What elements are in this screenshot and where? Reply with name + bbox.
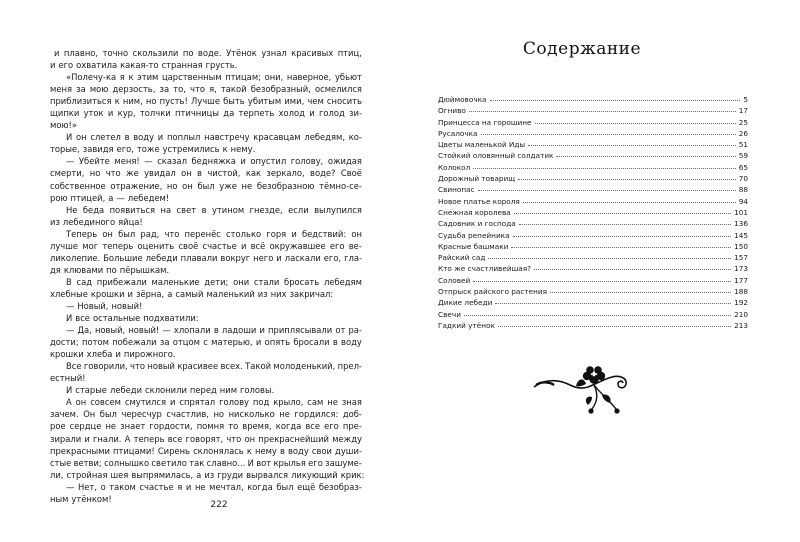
body-text-line: собственное отражение, но он был уже не безобразною тёмно-се- bbox=[50, 180, 362, 191]
toc-entry[interactable] bbox=[438, 275, 748, 286]
toc-dot-leader bbox=[514, 212, 731, 214]
toc-entry-page: 101 bbox=[734, 207, 748, 217]
body-text-line: В сад прибежали маленькие дети; они стали бросать лебедям bbox=[66, 276, 362, 287]
body-text-line: зачем. Он был чересчур счастлив, но нисколько не гордился: доб- bbox=[50, 409, 362, 420]
toc-dot-leader bbox=[513, 235, 731, 237]
body-text-line: естный! bbox=[50, 373, 86, 384]
toc-entry-title: Новое платье короля bbox=[438, 196, 520, 206]
toc-entry-title: Красные башмаки bbox=[438, 241, 509, 251]
toc-entry-page: 210 bbox=[734, 309, 748, 319]
toc-entry[interactable] bbox=[438, 241, 748, 252]
body-text-line: меня за мою дерзость, за то, что я, такой безобразный, осмелился bbox=[50, 84, 362, 95]
toc-entry-title: Дюймовочка bbox=[438, 95, 487, 104]
toc-entry-page: 26 bbox=[738, 128, 748, 138]
toc-entry[interactable] bbox=[438, 94, 748, 105]
toc-entry[interactable] bbox=[438, 252, 748, 263]
toc-dot-leader bbox=[473, 167, 735, 169]
toc-dot-leader bbox=[511, 246, 731, 248]
toc-entry[interactable] bbox=[438, 286, 748, 297]
body-text-line: рою птицей, а — лебедем! bbox=[50, 192, 170, 203]
toc-entry-title: Кто же счастливейшая? bbox=[438, 264, 532, 274]
toc-dot-leader bbox=[481, 133, 736, 135]
toc-entry-title: Райский сад bbox=[438, 253, 486, 263]
toc-entry[interactable] bbox=[438, 309, 748, 320]
toc-dot-leader bbox=[528, 144, 736, 146]
toc-entry-page: 157 bbox=[734, 253, 748, 263]
body-text-line: «Полечу-ка я к этим царственным птицам; они, наверное, убьют bbox=[66, 72, 362, 83]
body-text-line: стые ветви; солнышко светило так славно... И вот крылья его зашуме- bbox=[50, 457, 362, 468]
toc-entry-page: 59 bbox=[738, 151, 748, 161]
toc-entry-page: 5 bbox=[743, 95, 748, 104]
toc-entry-page: 25 bbox=[738, 117, 748, 127]
toc-entry[interactable] bbox=[438, 196, 748, 207]
toc-entry-title: Стойкий оловянный солдатик bbox=[438, 151, 554, 161]
toc-entry-page: 188 bbox=[734, 287, 748, 297]
body-text-line: — Убейте меня! — сказал бедняжка и опустил голову, ожидая bbox=[66, 156, 362, 167]
toc-entry-title: Соловей bbox=[438, 275, 471, 285]
body-text-line: А он совсем смутился и спрятал голову под крыло, сам не зная bbox=[66, 397, 362, 408]
body-text-line: дя клювами по пёрышкам. bbox=[50, 264, 170, 275]
toc-entry-title: Гадкий утёнок bbox=[438, 320, 495, 330]
toc-entry-title: Русалочка bbox=[438, 128, 478, 138]
toc-entry[interactable] bbox=[438, 139, 748, 150]
toc-dot-leader bbox=[535, 122, 736, 124]
toc-dot-leader bbox=[490, 99, 741, 101]
body-text-line: И старые лебеди склонили перед ним головы. bbox=[66, 385, 275, 396]
body-text-line: — Нет, о таком счастье я и не мечтал, когда был ещё безобраз- bbox=[66, 481, 362, 492]
toc-title: Содержание bbox=[522, 39, 642, 59]
toc-dot-leader bbox=[498, 325, 731, 327]
toc-dot-leader bbox=[473, 280, 731, 282]
body-text-line: торые, завидя его, тоже устремились к нему. bbox=[50, 144, 256, 155]
body-text-line: и его охватила какая-то странная грусть. bbox=[50, 60, 238, 71]
body-text-line: ным утёнком! bbox=[50, 493, 112, 504]
toc-dot-leader bbox=[556, 155, 735, 157]
toc-entry-page: 192 bbox=[734, 298, 748, 308]
toc-entry-page: 17 bbox=[738, 106, 748, 116]
body-text-line: — Новый, новый! bbox=[66, 300, 143, 311]
toc-entry-title: Судьба репейника bbox=[438, 230, 510, 240]
body-text-line: лучше мог теперь оценить своё счастье и всё окружавшее его ве- bbox=[50, 240, 362, 251]
toc-entry[interactable] bbox=[438, 105, 748, 116]
toc-entry-title: Цветы маленькой Иды bbox=[438, 140, 526, 150]
toc-dot-leader bbox=[469, 110, 736, 112]
body-text-line: хлебные крошки и зёрна, а самый маленький из них закричал: bbox=[50, 288, 334, 299]
toc-entry[interactable] bbox=[438, 218, 748, 229]
body-text-line: рое сердце не знает гордости, помня то время, когда все его пре- bbox=[50, 421, 362, 432]
body-text-line: — Да, новый, новый! — хлопали в ладоши и приплясывали от ра- bbox=[66, 325, 362, 336]
body-text-line: крошки хлеба и пирожного. bbox=[50, 349, 176, 360]
toc-entry-page: 177 bbox=[734, 275, 748, 285]
toc-dot-leader bbox=[464, 314, 731, 316]
toc-entry[interactable] bbox=[438, 230, 748, 241]
page-number: 222 bbox=[210, 500, 228, 510]
table-of-contents bbox=[438, 94, 748, 331]
toc-entry-page: 65 bbox=[738, 162, 748, 172]
toc-dot-leader bbox=[519, 223, 731, 225]
toc-entry-title: Свечи bbox=[438, 309, 461, 319]
toc-entry-title: Колокол bbox=[438, 162, 471, 172]
toc-dot-leader bbox=[478, 189, 736, 191]
toc-entry-title: Дикие лебеди bbox=[438, 298, 493, 308]
toc-entry-page: 145 bbox=[734, 230, 748, 240]
toc-entry-title: Огниво bbox=[438, 106, 466, 116]
toc-dot-leader bbox=[534, 268, 731, 270]
body-text-line: приблизиться к ним, но пусть! Лучше быть убитым ими, чем сносить bbox=[50, 96, 362, 107]
toc-dot-leader bbox=[523, 201, 736, 203]
toc-entry-title: Свинопас bbox=[438, 185, 475, 195]
toc-entry-page: 150 bbox=[734, 241, 748, 251]
body-text-line: зирали и гнали. А теперь все говорят, что он прекраснейший между bbox=[50, 433, 362, 444]
toc-entry[interactable] bbox=[438, 162, 748, 173]
toc-entry-page: 88 bbox=[738, 185, 748, 195]
body-text-line: Все говорили, что новый красивее всех. Такой молоденький, прел- bbox=[66, 361, 362, 372]
toc-entry[interactable] bbox=[438, 150, 748, 161]
toc-entry[interactable] bbox=[438, 184, 748, 195]
toc-entry-title: Снежная королева bbox=[438, 207, 511, 217]
toc-dot-leader bbox=[550, 291, 731, 293]
toc-entry-page: 173 bbox=[734, 264, 748, 274]
body-text-line: ли, стройная шея выпрямилась, а из груди вырвался ликующий крик: bbox=[50, 469, 365, 480]
toc-entry[interactable] bbox=[438, 297, 748, 308]
toc-entry-page: 70 bbox=[738, 174, 748, 184]
body-text-line: дости; потом побежали за отцом с матерью, и опять бросали в воду bbox=[50, 337, 362, 348]
toc-dot-leader bbox=[488, 257, 731, 259]
toc-entry-page: 213 bbox=[734, 320, 748, 330]
body-text-line: ликолепие. Большие лебеди плавали вокруг него и ласкали его, гла- bbox=[50, 252, 362, 263]
toc-entry-title: Садовник и господа bbox=[438, 219, 516, 229]
toc-dot-leader bbox=[495, 302, 731, 304]
toc-entry-title: Принцесса на горошине bbox=[438, 117, 532, 127]
body-text-line: Теперь он был рад, что перенёс столько горя и бедствий: он bbox=[66, 228, 362, 239]
toc-entry[interactable] bbox=[438, 117, 748, 128]
floral-ornament-icon bbox=[532, 365, 632, 415]
body-text-line: Не беда появиться на свет в утином гнезде, если вылупился bbox=[66, 204, 362, 215]
body-text-line: смерти, но что же увидал он в чистой, как зеркало, воде? Своё bbox=[50, 168, 362, 179]
left-page-text bbox=[50, 47, 365, 505]
toc-entry[interactable] bbox=[438, 128, 748, 139]
body-text-line: и плавно, точно скользили по воде. Утёнок узнал красивых птиц, bbox=[54, 48, 362, 58]
toc-entry-page: 136 bbox=[734, 219, 748, 229]
toc-entry[interactable] bbox=[438, 263, 748, 274]
toc-entry-page: 94 bbox=[738, 196, 748, 206]
body-text-line: из лебединого яйца! bbox=[50, 216, 143, 227]
toc-entry-title: Отпрыск райского растения bbox=[438, 287, 548, 297]
body-text-line: прекрасными птицами! Сирень склонялась к нему в воду свои души- bbox=[50, 445, 362, 456]
toc-entry-page: 51 bbox=[738, 140, 748, 150]
body-text-line: щипки уток и кур, толчки птичницы да терпеть холод и голод зи- bbox=[50, 108, 362, 119]
toc-dot-leader bbox=[518, 178, 736, 180]
toc-entry-title: Дорожный товарищ bbox=[438, 174, 516, 184]
toc-entry[interactable] bbox=[438, 173, 748, 184]
toc-entry[interactable] bbox=[438, 207, 748, 218]
body-text-line: И он слетел в воду и поплыл навстречу красавцам лебедям, ко- bbox=[66, 132, 362, 143]
body-text-line: И все остальные подхватили: bbox=[66, 313, 199, 324]
toc-entry[interactable] bbox=[438, 320, 748, 331]
body-text-line: мою!» bbox=[50, 120, 77, 131]
